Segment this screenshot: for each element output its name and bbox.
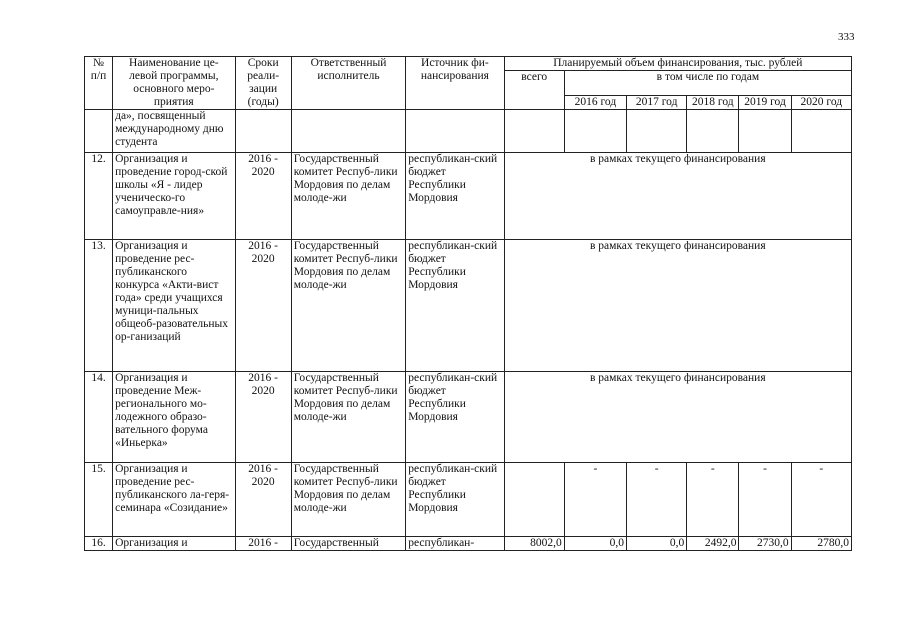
table-row (85, 372, 852, 463)
cell-terms: 2016 - (235, 537, 291, 551)
cell-executor: Государственный комитет Респуб-лики Мордовия по делам молоде-жи (291, 463, 405, 537)
cell-name: Организация и проведение Меж-регионального мо-лодежного образо-вательного форума «Иньерка» (113, 372, 235, 463)
cell-num: 15. (85, 463, 113, 537)
cell-year-value: - (791, 463, 851, 537)
page-number: 333 (838, 31, 855, 43)
cell-name: Организация и проведение город-ской школы «Я - лидер ученическо-го самоуправле-ния» (113, 153, 235, 240)
cell-source: республикан- (406, 537, 504, 551)
table-row (85, 153, 852, 240)
cell-year-value: 0,0 (627, 537, 687, 551)
cell-year-value: - (564, 463, 626, 537)
cell-year-value: 2780,0 (791, 537, 851, 551)
cell-year-value: 2730,0 (739, 537, 791, 551)
header-year: 2016 год (564, 96, 626, 110)
table-row (85, 537, 852, 551)
cell-name: Организация и проведение рес-публиканского ла-геря-семинара «Созидание» (113, 463, 235, 537)
table-row (85, 240, 852, 372)
cell-year-value: - (627, 463, 687, 537)
cell-num: 14. (85, 372, 113, 463)
cell-name: да», посвященный международному дню студента (113, 110, 235, 153)
cell-total-value: 8002,0 (504, 537, 564, 551)
cell-terms: 2016 - 2020 (235, 153, 291, 240)
cell-financing-note: в рамках текущего финансирования (504, 372, 851, 463)
header-total: всего (504, 71, 564, 110)
cell-source: республикан-ский бюджет Республики Мордовия (406, 240, 504, 372)
cell-year-value: 2492,0 (687, 537, 739, 551)
cell-source: республикан-ский бюджет Республики Мордовия (406, 153, 504, 240)
cell-year-value: - (687, 463, 739, 537)
header-planned: Планируемый объем финансирования, тыс. рублей (504, 57, 851, 71)
financing-table (84, 56, 852, 551)
cell-executor: Государственный комитет Респуб-лики Мордовия по делам молоде-жи (291, 240, 405, 372)
cell-year-value: - (739, 463, 791, 537)
header-by-years: в том числе по годам (564, 71, 851, 96)
cell-name: Организация и (113, 537, 235, 551)
header-year: 2018 год (687, 96, 739, 110)
header-source: Источник фи-нансирования (406, 57, 504, 110)
header-year: 2019 год (739, 96, 791, 110)
cell-executor: Государственный комитет Респуб-лики Мордовия по делам молоде-жи (291, 372, 405, 463)
cell-num: 12. (85, 153, 113, 240)
cell-source: республикан-ский бюджет Республики Мордовия (406, 372, 504, 463)
header-year: 2017 год (627, 96, 687, 110)
table-row (85, 463, 852, 537)
cell-financing-note: в рамках текущего финансирования (504, 153, 851, 240)
table-row-continuation (85, 110, 852, 153)
cell-terms: 2016 - 2020 (235, 240, 291, 372)
header-executor: Ответственный исполнитель (291, 57, 405, 110)
cell-executor: Государственный (291, 537, 405, 551)
cell-year-value: 0,0 (564, 537, 626, 551)
header-num: № п/п (85, 57, 113, 110)
cell-terms: 2016 - 2020 (235, 463, 291, 537)
cell-source: республикан-ский бюджет Республики Мордовия (406, 463, 504, 537)
header-name: Наименование це-левой программы, основного меро-приятия (113, 57, 235, 110)
header-terms: Сроки реали-зации (годы) (235, 57, 291, 110)
cell-num: 13. (85, 240, 113, 372)
header-row-1 (85, 57, 852, 71)
header-year: 2020 год (791, 96, 851, 110)
cell-terms: 2016 - 2020 (235, 372, 291, 463)
cell-executor: Государственный комитет Респуб-лики Мордовия по делам молоде-жи (291, 153, 405, 240)
cell-financing-note: в рамках текущего финансирования (504, 240, 851, 372)
cell-name: Организация и проведение рес-публиканского конкурса «Акти-вист года» среди учащихся муници-пальных общеоб-разовательных ор-ганизаций (113, 240, 235, 372)
cell-num: 16. (85, 537, 113, 551)
